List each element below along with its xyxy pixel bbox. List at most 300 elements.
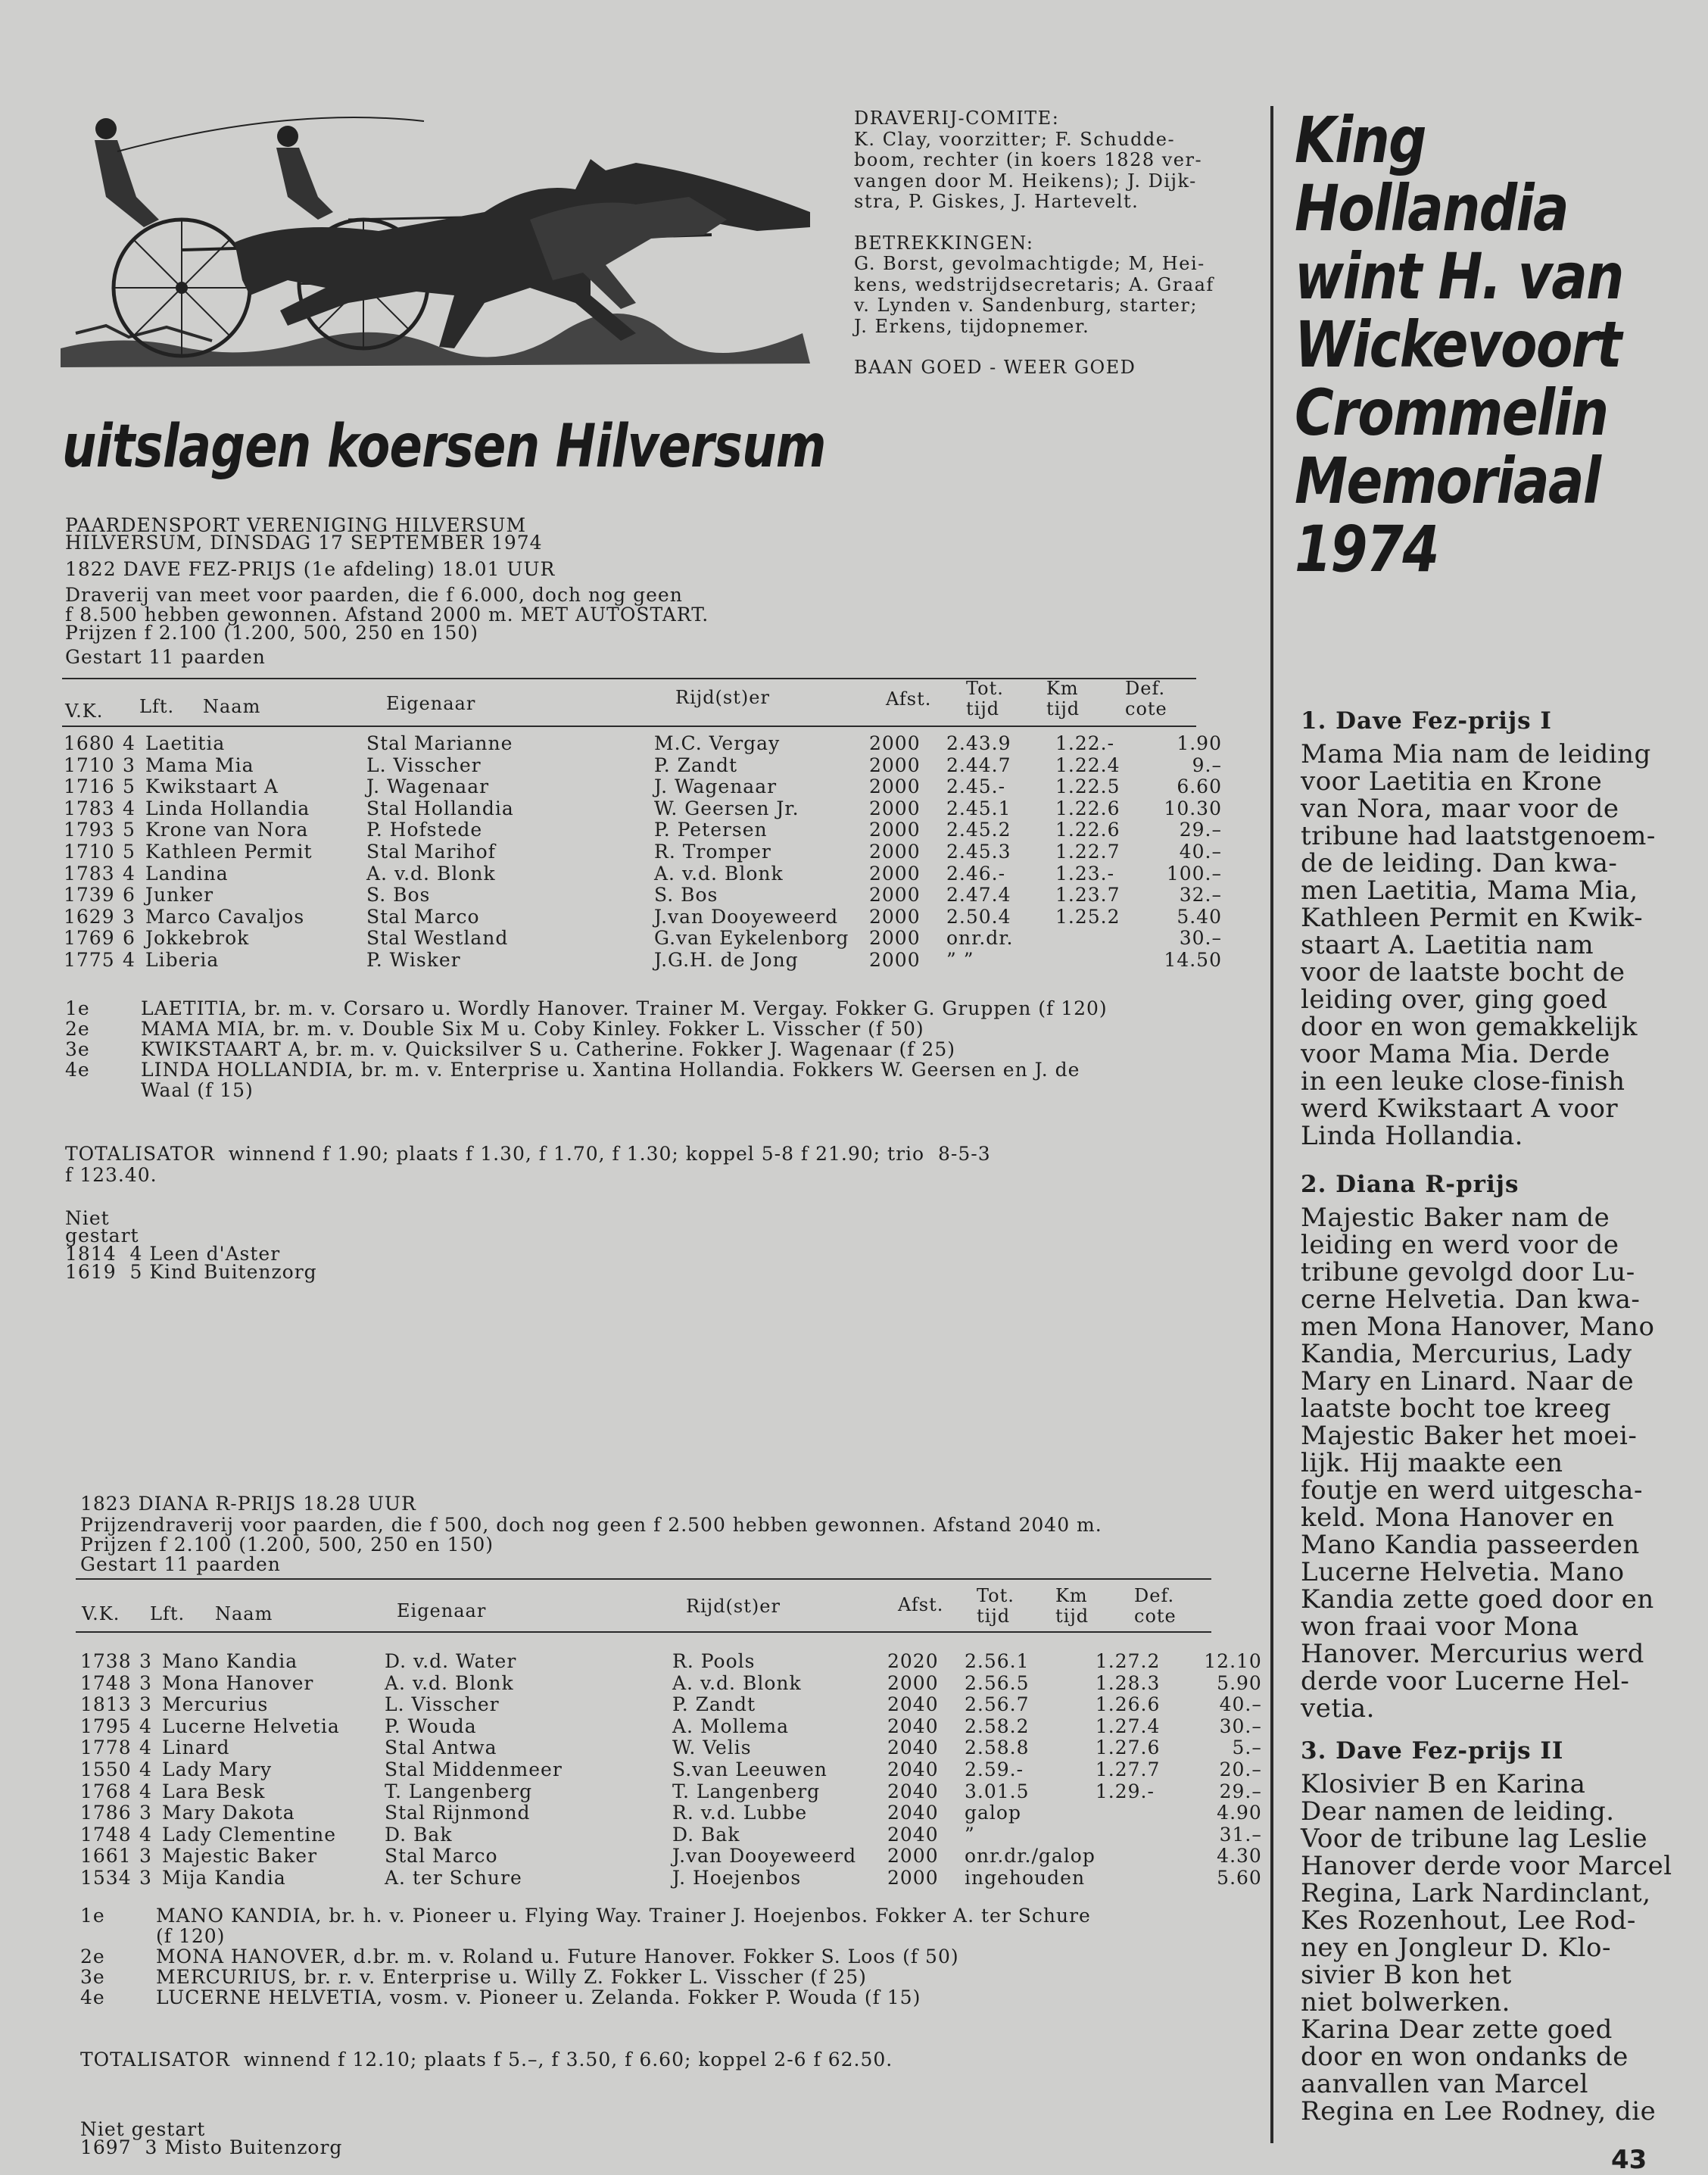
- table-cell: P. Wouda: [385, 1715, 477, 1737]
- table-row: [80, 1802, 1262, 1824]
- placing-text: KWIKSTAART A, br. m. v. Quicksilver S u. Catherine. Fokker J. Wagenaar (f 25): [141, 1038, 955, 1060]
- col-afst: Afst.: [898, 1594, 944, 1615]
- race2-totalisator: TOTALISATOR winnend f 12.10; plaats f 5.–, f 3.50, f 6.60; koppel 2-6 f 62.50.: [80, 2049, 893, 2070]
- table-cell: [1055, 928, 1134, 950]
- table-row: [80, 1651, 1262, 1673]
- col-rijder: Rijd(st)er: [675, 687, 770, 708]
- table-cell: 2000: [869, 819, 921, 841]
- table-cell: 1.90: [1177, 732, 1222, 754]
- race1-title: 1822 DAVE FEZ-PRIJS (1e afdeling) 18.01 UUR: [65, 558, 556, 580]
- comite-line: v. Lynden v. Sandenburg, starter;: [854, 295, 1198, 316]
- table-cell: 1748: [80, 1823, 132, 1846]
- headline: King Hollandia wint H. van Wickevoort Crommelin Memoriaal 1974: [1295, 103, 1623, 586]
- table-cell: 6.60: [1177, 775, 1222, 798]
- intro-line: HILVERSUM, DINSDAG 17 SEPTEMBER 1974: [65, 532, 543, 554]
- table-cell: Lady Mary: [162, 1758, 273, 1780]
- table-cell: R. Pools: [672, 1650, 756, 1672]
- table-cell: Kwikstaart A: [145, 775, 279, 798]
- table-cell: Mary Dakota: [162, 1802, 295, 1824]
- table-cell: 1.22.7: [1055, 840, 1120, 863]
- table-cell: 1783: [64, 797, 115, 819]
- table-cell: S. Bos: [366, 884, 431, 907]
- table-cell: 2.45.-: [946, 775, 1006, 798]
- race1-info: Draverij van meet voor paarden, die f 6.000, doch nog geen: [65, 584, 683, 606]
- table-row: [64, 950, 1222, 972]
- table-cell: onr.dr.: [946, 927, 1014, 950]
- table-cell: 30.–: [1219, 1715, 1262, 1737]
- table-cell: Stal Westland: [366, 927, 509, 950]
- table-cell: 2040: [887, 1823, 939, 1846]
- col-tot: Tot. tijd: [966, 678, 1004, 719]
- table-cell: Linard: [162, 1737, 230, 1759]
- column-divider: [1270, 106, 1273, 2143]
- col-naam: Naam: [203, 696, 261, 717]
- placing-label: 4e: [65, 1059, 90, 1081]
- table-cell: 30.–: [1179, 927, 1222, 950]
- table-cell: 1795: [80, 1715, 132, 1737]
- table-row: [64, 841, 1222, 863]
- table-cell: [1096, 1802, 1174, 1824]
- race2-info: Prijzen f 2.100 (1.200, 500, 250 en 150): [80, 1534, 494, 1556]
- table-cell: [1096, 1868, 1174, 1889]
- table-row: [80, 1846, 1262, 1868]
- table-cell: 3: [139, 1693, 152, 1716]
- comite-line: [854, 213, 1214, 233]
- table-row: [80, 1781, 1262, 1803]
- table-row: [80, 1716, 1262, 1738]
- table-cell: 6: [123, 927, 136, 950]
- table-cell: Stal Marianne: [366, 732, 513, 754]
- table-cell: T. Langenberg: [672, 1780, 821, 1802]
- table-cell: 1.29.-: [1095, 1780, 1155, 1802]
- placing-label: 1e: [80, 1905, 105, 1927]
- section-text: Klosivier B en Karina Dear namen de leiding. Voor de tribune lag Leslie Hanover derde voor Marcel Regina, Lark Nardinclant, Kes Rozenhout, Lee Rod- ney en Jongleur D. Klo- sivier B kon het niet bolwerken. Karina Dear zette goed door en won ondanks de aanvallen van Marcel Regina en Lee Rodney, die: [1301, 1769, 1672, 2127]
- race2-niet-gestart: 1697 3 Misto Buitenzorg: [80, 2136, 343, 2158]
- table-cell: 1793: [64, 819, 115, 841]
- race1-niet-gestart: 1619 5 Kind Buitenzorg: [65, 1261, 317, 1283]
- col-lft: Lft.: [139, 696, 175, 717]
- table-cell: 2.47.4: [946, 884, 1011, 907]
- comite-line: K. Clay, voorzitter; F. Schudde-: [854, 128, 1176, 150]
- table-rule: [76, 1631, 1211, 1633]
- table-cell: 2.44.7: [946, 754, 1011, 776]
- table-cell: 1.22.-: [1055, 732, 1115, 754]
- table-cell: 20.–: [1219, 1758, 1262, 1780]
- table-cell: Junker: [145, 884, 214, 907]
- table-cell: 2.58.8: [965, 1737, 1030, 1759]
- table-row: [80, 1694, 1262, 1716]
- table-cell: Stal Rijnmond: [385, 1802, 531, 1824]
- table-cell: A. v.d. Blonk: [385, 1671, 514, 1694]
- placing-label: 1e: [65, 997, 90, 1019]
- col-tot: Tot. tijd: [977, 1585, 1015, 1627]
- table-cell: 2000: [869, 775, 921, 798]
- table-cell: 5.40: [1177, 905, 1222, 928]
- table-cell: Stal Marco: [385, 1845, 498, 1868]
- table-row: [64, 863, 1222, 885]
- table-cell: 2040: [887, 1737, 939, 1759]
- table-cell: Stal Hollandia: [366, 797, 514, 819]
- table-cell: 9.–: [1192, 754, 1222, 776]
- table-cell: 4: [139, 1780, 152, 1802]
- col-km: Km tijd: [1046, 678, 1080, 719]
- table-cell: 4: [139, 1715, 152, 1737]
- table-cell: Liberia: [145, 948, 220, 971]
- table-cell: S.van Leeuwen: [672, 1758, 828, 1780]
- placing-text: MONA HANOVER, d.br. m. v. Roland u. Future Hanover. Fokker S. Loos (f 50): [156, 1946, 959, 1967]
- table-cell: 1813: [80, 1693, 132, 1716]
- table-cell: 31.–: [1219, 1823, 1262, 1846]
- placing-text: MAMA MIA, br. m. v. Double Six M u. Coby Kinley. Fokker L. Visscher (f 50): [141, 1018, 924, 1040]
- table-cell: W. Geersen Jr.: [654, 797, 799, 819]
- section-text: Majestic Baker nam de leiding en werd voor de tribune gevolgd door Lu- cerne Helvetia. Dan kwa- men Mona Hanover, Mano Kandia, Mercurius, Lady Mary en Linard. Naar de laatste bocht toe kreeg Majestic Baker het moei- lijk. Hij maakte een foutje en werd uitgescha- keld. Mona Hanover en Mano Kandia passeerden Lucerne Helvetia. Mano Kandia zette goed door en won fraai voor Mona Hanover. Mercurius werd derde voor Lucerne Hel- vetia.: [1301, 1203, 1655, 1724]
- table-cell: onr.dr./galop: [965, 1845, 1096, 1868]
- race1-niet-gestart: Niet: [65, 1207, 110, 1229]
- table-cell: J.van Dooyeweerd: [672, 1845, 857, 1868]
- table-cell: Jokkebrok: [145, 927, 250, 950]
- table-cell: R. Tromper: [654, 840, 771, 863]
- table-cell: galop: [965, 1802, 1021, 1824]
- table-row: [64, 776, 1222, 798]
- page-title: uitslagen koersen Hilversum: [62, 413, 826, 481]
- table-cell: 2040: [887, 1780, 939, 1802]
- table-cell: 40.–: [1219, 1693, 1262, 1716]
- table-cell: 4: [123, 948, 136, 971]
- table-cell: 2.46.-: [946, 862, 1006, 885]
- col-lft: Lft.: [150, 1603, 185, 1624]
- table-cell: D. Bak: [385, 1823, 453, 1846]
- col-vk: V.K.: [82, 1603, 120, 1624]
- table-cell: Landina: [145, 862, 229, 885]
- table-cell: 3: [139, 1845, 152, 1868]
- table-cell: 100.–: [1166, 862, 1222, 885]
- table-cell: 4: [139, 1823, 152, 1846]
- table-cell: 1738: [80, 1650, 132, 1672]
- table-cell: 2.45.1: [946, 797, 1011, 819]
- table-cell: 40.–: [1179, 840, 1222, 863]
- table-cell: ” ”: [946, 948, 974, 971]
- comite-line: J. Erkens, tijdopnemer.: [854, 315, 1090, 337]
- table-cell: 5.60: [1217, 1866, 1262, 1889]
- table-cell: 1629: [64, 905, 115, 928]
- col-def: Def. cote: [1134, 1585, 1177, 1627]
- table-cell: Lady Clementine: [162, 1823, 337, 1846]
- table-cell: Laetitia: [145, 732, 226, 754]
- table-cell: A. v.d. Blonk: [672, 1671, 802, 1694]
- placing-row: [65, 1039, 1246, 1059]
- table-cell: 1739: [64, 884, 115, 907]
- table-cell: 5: [123, 819, 136, 841]
- table-cell: 1680: [64, 732, 115, 754]
- table-cell: 2000: [869, 905, 921, 928]
- intro-line: PAARDENSPORT VERENIGING HILVERSUM: [65, 514, 527, 536]
- race2-info: Prijzendraverij voor paarden, die f 500, doch nog geen f 2.500 hebben gewonnen. Afstand 2040 m.: [80, 1514, 1102, 1536]
- race1-niet-gestart: gestart: [65, 1225, 139, 1247]
- table-row: [64, 798, 1222, 820]
- table-cell: 1.23.-: [1055, 862, 1115, 885]
- table-row: [80, 1868, 1262, 1889]
- placing-row: [80, 1967, 1261, 1987]
- table-cell: 1778: [80, 1737, 132, 1759]
- comite-line: stra, P. Giskes, J. Hartevelt.: [854, 191, 1139, 212]
- table-cell: Majestic Baker: [162, 1845, 318, 1868]
- page-number: 43: [1611, 2145, 1647, 2175]
- table-cell: D. Bak: [672, 1823, 740, 1846]
- table-cell: A. Mollema: [672, 1715, 789, 1737]
- table-cell: P. Zandt: [672, 1693, 756, 1716]
- comite-line: BAAN GOED - WEER GOED: [854, 357, 1136, 378]
- table-cell: 2040: [887, 1693, 939, 1716]
- table-cell: 5: [123, 840, 136, 863]
- table-cell: L. Visscher: [366, 754, 482, 776]
- table-cell: 1.27.6: [1095, 1737, 1161, 1759]
- table-cell: S. Bos: [654, 884, 718, 907]
- table-cell: 1.22.6: [1055, 797, 1120, 819]
- race2-title: 1823 DIANA R-PRIJS 18.28 UUR: [80, 1493, 416, 1515]
- placing-row: [80, 1946, 1261, 1967]
- table-cell: Stal Marihof: [366, 840, 496, 863]
- table-cell: Stal Middenmeer: [385, 1758, 563, 1780]
- table-cell: 1.22.4: [1055, 754, 1120, 776]
- table-cell: 4.90: [1217, 1802, 1262, 1824]
- table-cell: Mano Kandia: [162, 1650, 298, 1672]
- table-cell: 4: [123, 862, 136, 885]
- col-naam: Naam: [215, 1603, 273, 1624]
- table-cell: Kathleen Permit: [145, 840, 313, 863]
- table-cell: 1768: [80, 1780, 132, 1802]
- placing-row: [65, 998, 1246, 1019]
- table-cell: 5.–: [1232, 1737, 1262, 1759]
- table-cell: 3: [139, 1671, 152, 1694]
- table-cell: Mercurius: [162, 1693, 269, 1716]
- table-cell: P. Hofstede: [366, 819, 483, 841]
- comite-line: kens, wedstrijdsecretaris; A. Graaf: [854, 273, 1214, 295]
- section-heading: 3. Dave Fez-prijs II: [1301, 1737, 1564, 1765]
- table-row: [80, 1759, 1262, 1781]
- table-cell: 2.45.3: [946, 840, 1011, 863]
- table-cell: 2000: [869, 797, 921, 819]
- table-cell: 3.01.5: [965, 1780, 1030, 1802]
- table-cell: 2000: [869, 732, 921, 754]
- table-cell: 4: [123, 732, 136, 754]
- section-heading: 1. Dave Fez-prijs I: [1301, 707, 1552, 735]
- table-cell: 4: [123, 797, 136, 819]
- table-cell: A. v.d. Blonk: [366, 862, 496, 885]
- race2-info: Gestart 11 paarden: [80, 1553, 281, 1575]
- comite-line: [854, 337, 1214, 357]
- placing-text: LAETITIA, br. m. v. Corsaro u. Wordly Hanover. Trainer M. Vergay. Fokker G. Gruppen (f 120): [141, 997, 1108, 1019]
- table-cell: Stal Antwa: [385, 1737, 497, 1759]
- table-cell: 3: [139, 1866, 152, 1889]
- table-cell: 1710: [64, 754, 115, 776]
- table-cell: 2.50.4: [946, 905, 1011, 928]
- table-cell: 2000: [869, 884, 921, 907]
- table-cell: 1550: [80, 1758, 132, 1780]
- table-row: [64, 733, 1222, 755]
- table-cell: [1096, 1824, 1174, 1846]
- table-cell: 2.56.5: [965, 1671, 1030, 1694]
- placing-row: [80, 1987, 1261, 2008]
- table-row: [80, 1824, 1262, 1846]
- table-cell: J. Hoejenbos: [672, 1866, 802, 1889]
- race1-results-table: [64, 733, 1222, 972]
- table-cell: 3: [139, 1650, 152, 1672]
- placing-text: MERCURIUS, br. r. v. Enterprise u. Willy Z. Fokker L. Visscher (f 25): [156, 1966, 867, 1988]
- comite-line: BETREKKINGEN:: [854, 232, 1034, 254]
- table-cell: 3: [139, 1802, 152, 1824]
- table-cell: 1775: [64, 948, 115, 971]
- table-cell: 2000: [869, 948, 921, 971]
- table-cell: 1786: [80, 1802, 132, 1824]
- table-cell: 1748: [80, 1671, 132, 1694]
- race2-results-table: [80, 1651, 1262, 1889]
- table-cell: 2000: [869, 754, 921, 776]
- placing-row: [65, 1019, 1246, 1039]
- table-cell: 1783: [64, 862, 115, 885]
- table-cell: R. v.d. Lubbe: [672, 1802, 808, 1824]
- table-cell: [1096, 1846, 1174, 1868]
- table-cell: Mija Kandia: [162, 1866, 286, 1889]
- table-cell: L. Visscher: [385, 1693, 500, 1716]
- comite-line: G. Borst, gevolmachtigde; M, Hei-: [854, 253, 1205, 274]
- comite-line: boom, rechter (in koers 1828 ver-: [854, 149, 1203, 170]
- table-cell: 3: [123, 754, 136, 776]
- table-cell: Stal Marco: [366, 905, 480, 928]
- table-cell: 1.22.5: [1055, 775, 1120, 798]
- table-cell: 29.–: [1219, 1780, 1262, 1802]
- placing-label: 3e: [65, 1038, 90, 1060]
- table-cell: 3: [123, 905, 136, 928]
- table-cell: 1716: [64, 775, 115, 798]
- table-cell: 2000: [887, 1845, 939, 1868]
- table-cell: [1055, 950, 1134, 972]
- table-cell: 2040: [887, 1802, 939, 1824]
- race1-info: Gestart 11 paarden: [65, 646, 266, 668]
- table-cell: 2000: [869, 862, 921, 885]
- race1-niet-gestart: 1814 4 Leen d'Aster: [65, 1243, 281, 1265]
- comite-line: DRAVERIJ-COMITE:: [854, 108, 1060, 129]
- table-cell: 1710: [64, 840, 115, 863]
- table-cell: 2.59.-: [965, 1758, 1024, 1780]
- table-cell: 4: [139, 1758, 152, 1780]
- table-cell: 6: [123, 884, 136, 907]
- table-cell: 2040: [887, 1758, 939, 1780]
- table-row: [64, 907, 1222, 928]
- table-cell: Lara Besk: [162, 1780, 266, 1802]
- table-rule: [62, 726, 1196, 727]
- table-cell: 2.45.2: [946, 819, 1011, 841]
- table-cell: 2.43.9: [946, 732, 1011, 754]
- placing-text: MANO KANDIA, br. h. v. Pioneer u. Flying Way. Trainer J. Hoejenbos. Fokker A. ter Schure (f 120): [156, 1905, 1091, 1947]
- table-row: [64, 819, 1222, 841]
- table-cell: 2.58.2: [965, 1715, 1030, 1737]
- table-cell: 2000: [869, 927, 921, 950]
- table-cell: 1.22.6: [1055, 819, 1120, 841]
- table-cell: J. Wagenaar: [654, 775, 778, 798]
- table-cell: ingehouden: [965, 1866, 1086, 1889]
- table-cell: 2020: [887, 1650, 939, 1672]
- table-cell: Mama Mia: [145, 754, 254, 776]
- col-eigenaar: Eigenaar: [386, 693, 476, 714]
- table-cell: 1.25.2: [1055, 905, 1120, 928]
- table-cell: 2000: [887, 1671, 939, 1694]
- table-cell: 2040: [887, 1715, 939, 1737]
- race2-placings: [80, 1905, 1261, 2008]
- table-cell: 2.56.1: [965, 1650, 1030, 1672]
- table-cell: P. Zandt: [654, 754, 738, 776]
- table-cell: W. Velis: [672, 1737, 752, 1759]
- race1-placings: [65, 998, 1246, 1100]
- table-cell: J.van Dooyeweerd: [654, 905, 839, 928]
- race1-totalisator: TOTALISATOR winnend f 1.90; plaats f 1.30, f 1.70, f 1.30; koppel 5-8 f 21.90; trio 8-5-3 f 123.40.: [65, 1143, 991, 1186]
- table-cell: P. Wisker: [366, 948, 461, 971]
- table-cell: 1.28.3: [1095, 1671, 1161, 1694]
- col-km: Km tijd: [1055, 1585, 1089, 1627]
- race1-info: Prijzen f 2.100 (1.200, 500, 250 en 150): [65, 622, 479, 644]
- table-row: [64, 885, 1222, 907]
- col-rijder: Rijd(st)er: [686, 1596, 781, 1617]
- col-vk: V.K.: [65, 701, 104, 722]
- table-cell: Lucerne Helvetia: [162, 1715, 340, 1737]
- table-cell: 1.26.6: [1095, 1693, 1161, 1716]
- draverij-comite: [854, 108, 1214, 379]
- table-cell: J.G.H. de Jong: [654, 948, 799, 971]
- table-cell: 1769: [64, 927, 115, 950]
- table-cell: 1.23.7: [1055, 884, 1120, 907]
- table-row: [80, 1737, 1262, 1759]
- table-rule: [76, 1578, 1211, 1580]
- placing-text: LUCERNE HELVETIA, vosm. v. Pioneer u. Zelanda. Fokker P. Wouda (f 15): [156, 1986, 921, 2008]
- placing-label: 3e: [80, 1966, 105, 1988]
- table-cell: T. Langenberg: [385, 1780, 533, 1802]
- placing-row: [65, 1059, 1246, 1100]
- table-cell: 1.27.7: [1095, 1758, 1161, 1780]
- table-cell: P. Petersen: [654, 819, 768, 841]
- col-afst: Afst.: [886, 688, 932, 710]
- placing-label: 2e: [65, 1018, 90, 1040]
- table-row: [64, 928, 1222, 950]
- col-def: Def. cote: [1125, 678, 1167, 719]
- harness-racing-illustration: [61, 106, 818, 379]
- table-cell: 2000: [887, 1866, 939, 1889]
- table-cell: 29.–: [1179, 819, 1222, 841]
- table-cell: 1.27.2: [1095, 1650, 1161, 1672]
- table-cell: 2.56.7: [965, 1693, 1030, 1716]
- table-cell: 1661: [80, 1845, 132, 1868]
- placing-label: 4e: [80, 1986, 105, 2008]
- placing-row: [80, 1905, 1261, 1946]
- table-cell: 10.30: [1164, 797, 1222, 819]
- table-row: [64, 755, 1222, 777]
- table-cell: Mona Hanover: [162, 1671, 314, 1694]
- table-cell: Linda Hollandia: [145, 797, 310, 819]
- table-cell: 32.–: [1179, 884, 1222, 907]
- comite-line: vangen door M. Heikens); J. Dijk-: [854, 170, 1197, 192]
- table-rule: [62, 678, 1196, 679]
- section-heading: 2. Diana R-prijs: [1301, 1171, 1519, 1198]
- table-cell: A. ter Schure: [385, 1866, 522, 1889]
- col-eigenaar: Eigenaar: [397, 1600, 487, 1621]
- section-text: Mama Mia nam de leiding voor Laetitia en Krone van Nora, maar voor de tribune had laatstgenoem- de de leiding. Dan kwa- men Laetitia, Mama Mia, Kathleen Permit en Kwik- staart A. Laetitia nam voor de laatste bocht de leiding over, ging goed door en won gemakkelijk voor Mama Mia. Derde in een leuke close-finish werd Kwikstaart A voor Linda Hollandia.: [1301, 739, 1656, 1151]
- table-cell: 4: [139, 1737, 152, 1759]
- placing-text: LINDA HOLLANDIA, br. m. v. Enterprise u. Xantina Hollandia. Fokkers W. Geersen en J. de Waal (f 15): [141, 1059, 1080, 1101]
- table-cell: 4.30: [1217, 1845, 1262, 1868]
- table-cell: 5.90: [1217, 1671, 1262, 1694]
- table-cell: D. v.d. Water: [385, 1650, 517, 1672]
- table-cell: 2000: [869, 840, 921, 863]
- table-cell: Marco Cavaljos: [145, 905, 305, 928]
- table-cell: 12.10: [1204, 1650, 1262, 1672]
